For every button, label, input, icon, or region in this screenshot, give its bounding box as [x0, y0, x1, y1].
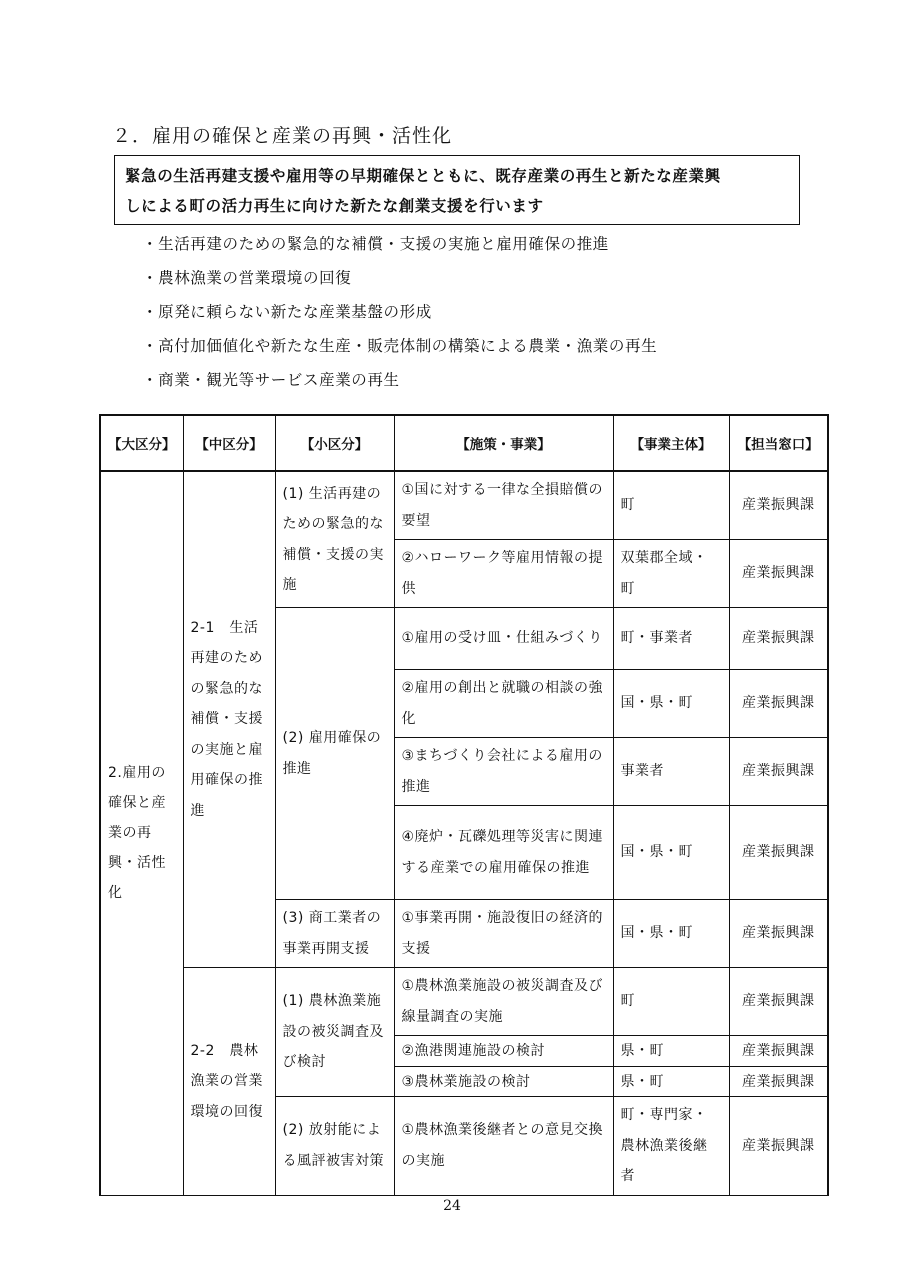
dai-category-cell: 2.雇用の確保と産業の再興・活性化	[100, 471, 183, 1195]
entity-cell: 町・事業者	[613, 608, 729, 670]
page-number: 24	[443, 1198, 461, 1214]
sho-category-cell: (1) 農林漁業施設の被災調査及び検討	[275, 968, 394, 1097]
entity-cell: 町	[613, 471, 729, 540]
entity-cell: 事業者	[613, 738, 729, 806]
sho-category-cell: (2) 放射能による風評被害対策	[275, 1097, 394, 1196]
table-row	[100, 968, 828, 1036]
measure-cell: ①国に対する一律な全損賠償の要望	[394, 471, 613, 540]
entity-cell: 国・県・町	[613, 806, 729, 900]
header-contact: 【担当窓口】	[729, 415, 828, 471]
contact-cell: 産業振興課	[729, 608, 828, 670]
contact-cell: 産業振興課	[729, 670, 828, 738]
chu-category-cell: 2-1 生活再建のための緊急的な補償・支援の実施と雇用確保の推進	[183, 471, 275, 968]
entity-cell: 国・県・町	[613, 900, 729, 968]
header-chu: 【中区分】	[183, 415, 275, 471]
contact-cell: 産業振興課	[729, 738, 828, 806]
sho-category-cell: (1) 生活再建のための緊急的な補償・支援の実施	[275, 471, 394, 608]
contact-cell: 産業振興課	[729, 540, 828, 608]
header-dai: 【大区分】	[100, 415, 183, 471]
bullet-item: ・商業・観光等サービス産業の再生	[142, 371, 400, 389]
measure-cell: ①農林漁業後継者との意見交換の実施	[394, 1097, 613, 1196]
bullet-item: ・農林漁業の営業環境の回復	[142, 269, 352, 287]
bullet-item: ・生活再建のための緊急的な補償・支援の実施と雇用確保の推進	[142, 235, 609, 253]
contact-cell: 産業振興課	[729, 1067, 828, 1097]
contact-cell: 産業振興課	[729, 806, 828, 900]
entity-cell: 町・専門家・農林漁業後継者	[613, 1097, 729, 1196]
measure-cell: ②漁港関連施設の検討	[394, 1036, 613, 1067]
entity-cell: 町	[613, 968, 729, 1036]
sho-category-cell: (2) 雇用確保の推進	[275, 608, 394, 900]
contact-cell: 産業振興課	[729, 1036, 828, 1067]
measure-cell: ①雇用の受け皿・仕組みづくり	[394, 608, 613, 670]
sho-category-cell: (3) 商工業者の事業再開支援	[275, 900, 394, 968]
header-entity: 【事業主体】	[613, 415, 729, 471]
measure-cell: ③まちづくり会社による雇用の推進	[394, 738, 613, 806]
measure-cell: ④廃炉・瓦礫処理等災害に関連する産業での雇用確保の推進	[394, 806, 613, 900]
bullet-item: ・原発に頼らない新たな産業基盤の形成	[142, 303, 432, 321]
table-row	[100, 471, 828, 540]
contact-cell: 産業振興課	[729, 1097, 828, 1196]
header-measure: 【施策・事業】	[394, 415, 613, 471]
contact-cell: 産業振興課	[729, 968, 828, 1036]
entity-cell: 双葉郡全域・町	[613, 540, 729, 608]
entity-cell: 県・町	[613, 1067, 729, 1097]
chu-category-cell: 2-2 農林漁業の営業環境の回復	[183, 968, 275, 1196]
summary-line-1: 緊急の生活再建支援や雇用等の早期確保とともに、既存産業の再生と新たな産業興	[125, 167, 721, 185]
contact-cell: 産業振興課	[729, 900, 828, 968]
entity-cell: 県・町	[613, 1036, 729, 1067]
measure-cell: ③農林業施設の検討	[394, 1067, 613, 1097]
summary-line-2: しによる町の活力再生に向けた新たな創業支援を行います	[125, 197, 544, 215]
entity-cell: 国・県・町	[613, 670, 729, 738]
bullet-list	[142, 232, 657, 402]
summary-box	[114, 155, 800, 225]
measure-cell: ②ハローワーク等雇用情報の提供	[394, 540, 613, 608]
measure-cell: ①事業再開・施設復旧の経済的支援	[394, 900, 613, 968]
header-sho: 【小区分】	[275, 415, 394, 471]
measure-cell: ①農林漁業施設の被災調査及び線量調査の実施	[394, 968, 613, 1036]
bullet-item: ・高付加価値化や新たな生産・販売体制の構築による農業・漁業の再生	[142, 337, 658, 355]
measures-table	[99, 414, 829, 1196]
measure-cell: ②雇用の創出と就職の相談の強化	[394, 670, 613, 738]
section-title: ２．雇用の確保と産業の再興・活性化	[112, 125, 453, 147]
contact-cell: 産業振興課	[729, 471, 828, 540]
